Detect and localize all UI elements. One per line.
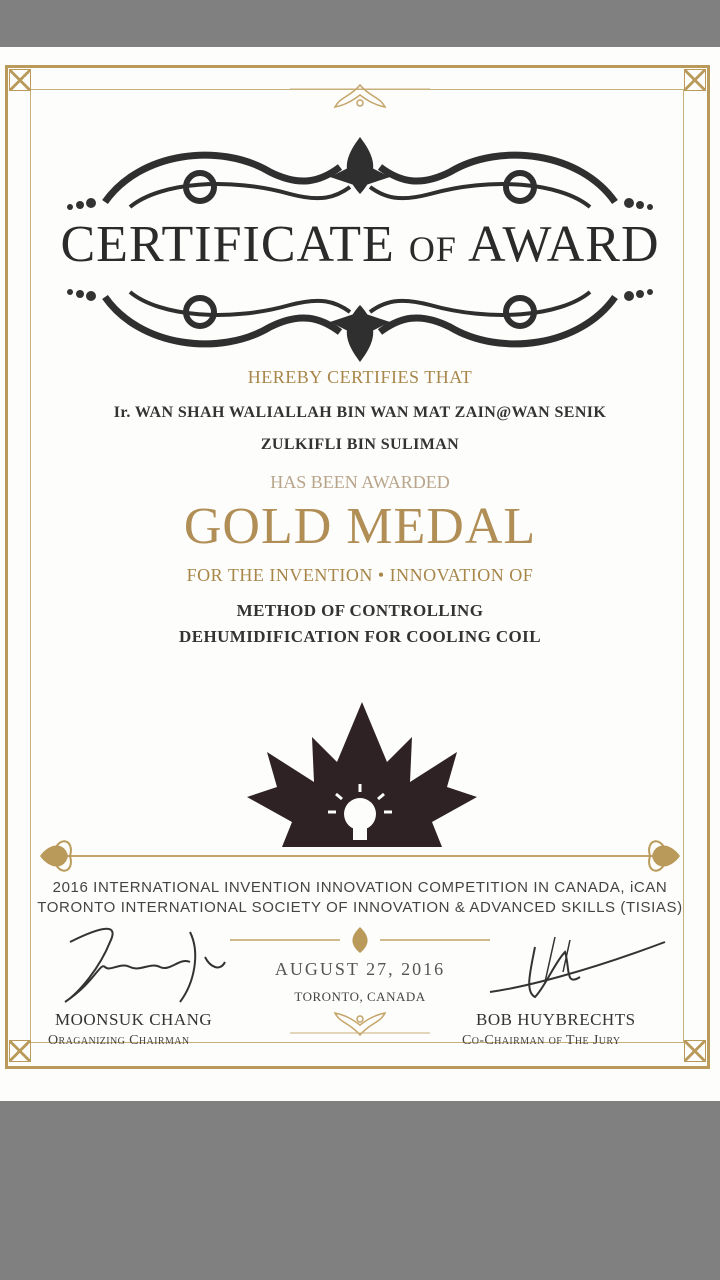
gold-separator-icon — [30, 834, 690, 874]
corner-ornament-icon — [9, 69, 31, 91]
signatory-left-name: MOONSUK CHANG — [55, 1010, 213, 1029]
certificate-title — [0, 215, 720, 274]
title-word-of: OF — [408, 229, 457, 269]
invention-line-2: DEHUMIDIFICATION FOR COOLING COIL — [179, 627, 541, 646]
recipient-1: Ir. WAN SHAH WALIALLAH BIN WAN MAT ZAIN@WAN SENIK — [113, 404, 607, 421]
lower-flourish-icon — [60, 277, 660, 367]
upper-flourish-icon — [60, 132, 660, 222]
award-date: AUGUST 27, 2016 — [274, 959, 446, 979]
certifies-label: HEREBY CERTIFIES THAT — [247, 367, 473, 387]
center-gold-ornament-icon — [230, 925, 490, 955]
competition-line-1: 2016 INTERNATIONAL INVENTION INNOVATION COMPETITION IN CANADA, iCAN — [52, 879, 668, 896]
recipient-2: ZULKIFLI BIN SULIMAN — [260, 436, 460, 453]
corner-ornament-icon — [684, 69, 706, 91]
certificate-paper — [0, 47, 720, 1101]
medal-title: GOLD MEDAL — [183, 498, 537, 555]
signature-right-icon — [485, 932, 675, 1012]
bottom-surround — [0, 1101, 720, 1280]
title-word-certificate: CERTIFICATE — [60, 216, 395, 273]
bottom-gold-ornament-icon — [290, 1005, 430, 1045]
signatory-left-role: Oraganizing Chairman — [48, 1033, 190, 1048]
competition-line-2: TORONTO INTERNATIONAL SOCIETY OF INNOVATION & ADVANCED SKILLS (TISIAS) — [37, 899, 683, 916]
top-gold-ornament-icon — [290, 77, 430, 117]
top-surround — [0, 0, 720, 47]
title-word-award: AWARD — [468, 216, 660, 273]
signatory-right-role: Co-Chairman of The Jury — [462, 1033, 621, 1048]
awarded-label: HAS BEEN AWARDED — [270, 472, 450, 492]
invention-for-label: FOR THE INVENTION • INNOVATION OF — [186, 565, 534, 585]
maple-leaf-lightbulb-icon — [232, 702, 492, 852]
award-place: TORONTO, CANADA — [294, 989, 426, 1004]
invention-line-1: METHOD OF CONTROLLING — [236, 601, 484, 620]
corner-ornament-icon — [9, 1040, 31, 1062]
corner-ornament-icon — [684, 1040, 706, 1062]
signatory-right-name: BOB HUYBRECHTS — [476, 1010, 636, 1029]
